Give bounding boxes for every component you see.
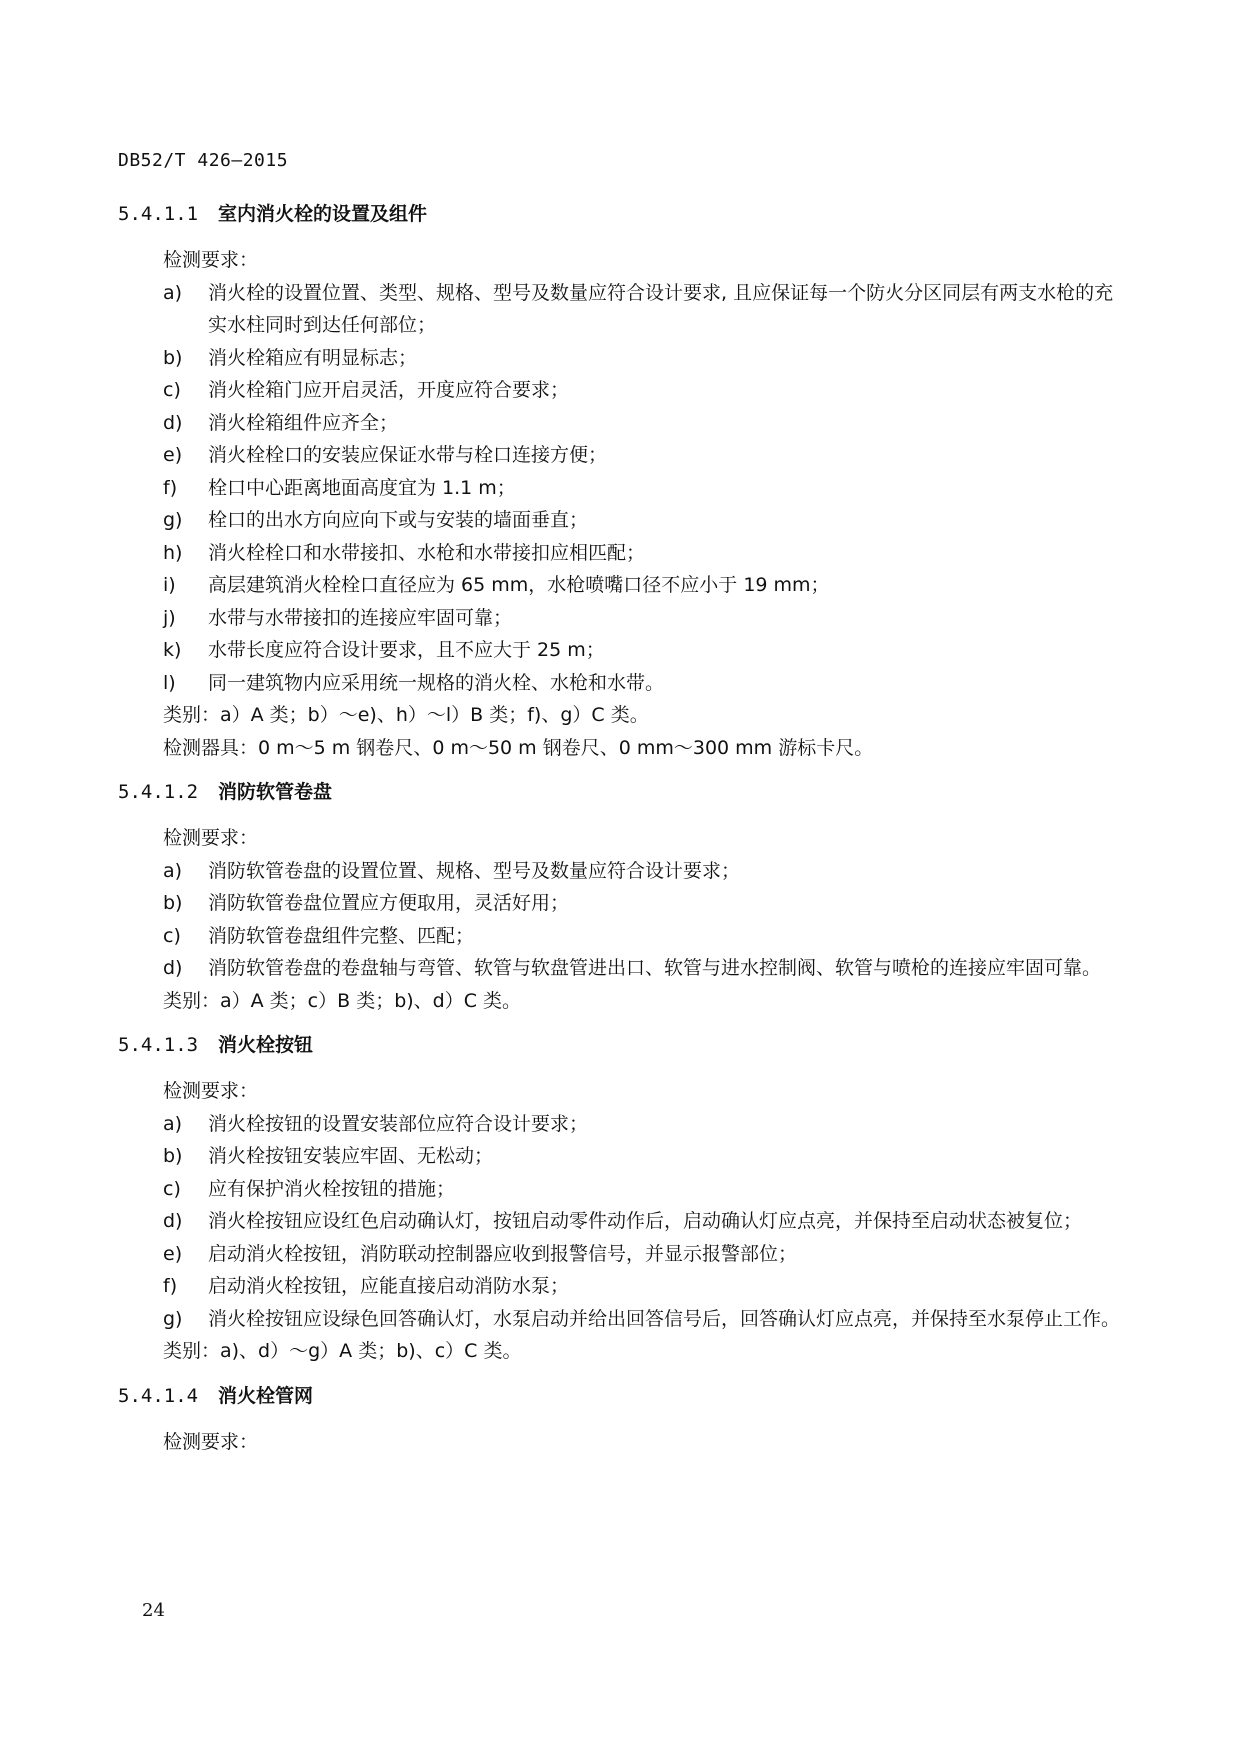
item-text: 消防软管卷盘的卷盘轴与弯管、软管与软盘管进出口、软管与进水控制阀、软管与喷枪的连接应牢固可靠。 [208, 957, 1102, 979]
item-label: i) [163, 574, 176, 596]
list-item [118, 920, 1128, 953]
list-item [118, 537, 1128, 570]
item-text: 消防软管卷盘组件完整、匹配； [208, 924, 475, 947]
section-number: 5.4.1.2 [118, 781, 199, 803]
item-label: g) [163, 509, 183, 531]
item-text: 高层建筑消火栓栓口直径应为 65 mm，水枪喷嘴口径不应小于 19 mm； [208, 574, 830, 596]
item-label: d) [163, 411, 183, 434]
item-text: 消火栓按钮应设红色启动确认灯，按钮启动零件动作后，启动确认灯应点亮，并保持至启动状态被复位； [208, 1210, 1083, 1232]
list-item [118, 374, 1128, 407]
list-item [118, 504, 1128, 537]
list-item [118, 855, 1128, 888]
section-heading [118, 776, 1128, 808]
item-text: 消火栓按钮的设置安装部位应符合设计要求； [208, 1112, 589, 1135]
requirements-intro: 检测要求： [163, 1430, 259, 1453]
item-label: e) [163, 444, 183, 466]
list-item [118, 1270, 1128, 1303]
section-number: 5.4.1.1 [118, 203, 199, 225]
item-text: 同一建筑物内应采用统一规格的消火栓、水枪和水带。 [208, 671, 665, 694]
list-item [118, 1173, 1128, 1206]
page-number: 24 [142, 1600, 165, 1621]
list-item [118, 887, 1128, 920]
item-text: 消火栓箱应有明显标志； [208, 346, 418, 369]
item-label: c) [163, 379, 181, 401]
item-label: f) [163, 1275, 178, 1297]
category-line: 类别：a）A 类；c）B 类；b)、d）C 类。 [163, 989, 522, 1012]
item-label: k) [163, 639, 182, 661]
item-text: 启动消火栓按钮，消防联动控制器应收到报警信号，并显示报警部位； [208, 1242, 798, 1265]
list-item [118, 634, 1128, 667]
document-code: DB52/T 426—2015 [118, 150, 289, 171]
item-text: 消火栓栓口的安装应保证水带与栓口连接方便； [208, 444, 608, 466]
requirements-intro: 检测要求： [163, 249, 259, 271]
list-item [118, 342, 1128, 375]
section-title: 室内消火栓的设置及组件 [218, 203, 428, 225]
document-body [118, 198, 1128, 1458]
requirements-intro: 检测要求： [163, 1080, 259, 1102]
list-item [118, 602, 1128, 635]
section-heading [118, 198, 1128, 230]
item-text: 栓口的出水方向应向下或与安装的墙面垂直； [208, 509, 589, 531]
section-title: 消火栓按钮 [218, 1034, 314, 1056]
item-label: g) [163, 1307, 183, 1330]
item-text: 应有保护消火栓按钮的措施； [208, 1177, 456, 1200]
list-item [118, 439, 1128, 472]
list-item [118, 277, 1128, 342]
item-text: 启动消火栓按钮，应能直接启动消防水泵； [208, 1275, 570, 1297]
section-number: 5.4.1.4 [118, 1384, 199, 1407]
item-text: 消火栓的设置位置、类型、规格、型号及数量应符合设计要求, 且应保证每一个防火分区同层有两支水枪的充实水柱同时到达任何部位； [208, 281, 1114, 336]
item-label: l) [163, 671, 176, 694]
item-label: j) [163, 606, 176, 629]
item-text: 消火栓按钮应设绿色回答确认灯，水泵启动并给出回答信号后，回答确认灯应点亮，并保持至水泵停止工作。 [208, 1307, 1121, 1330]
list-item [118, 1238, 1128, 1271]
list-item [118, 1205, 1128, 1238]
item-label: h) [163, 541, 183, 564]
item-label: d) [163, 1210, 183, 1232]
item-text: 消防软管卷盘的设置位置、规格、型号及数量应符合设计要求； [208, 859, 741, 882]
requirements-intro: 检测要求： [163, 827, 259, 849]
list-item [118, 667, 1128, 700]
list-item [118, 952, 1128, 985]
category-line: 类别：a)、d）～g）A 类；b)、c）C 类。 [163, 1340, 522, 1362]
item-label: b) [163, 346, 183, 369]
list-item [118, 569, 1128, 602]
tools-line: 检测器具：0 m～5 m 钢卷尺、0 m～50 m 钢卷尺、0 mm～300 mm 游标卡尺。 [163, 736, 874, 759]
list-item [118, 1303, 1128, 1336]
item-text: 消火栓按钮安装应牢固、无松动； [208, 1145, 494, 1167]
item-label: d) [163, 957, 183, 979]
item-label: b) [163, 1145, 183, 1167]
item-label: c) [163, 924, 181, 947]
list-item [118, 407, 1128, 440]
item-text: 栓口中心距离地面高度宜为 1.1 m； [208, 476, 516, 499]
item-label: c) [163, 1177, 181, 1200]
item-label: f) [163, 476, 178, 499]
list-item [118, 472, 1128, 505]
item-label: e) [163, 1242, 183, 1265]
list-item [118, 1108, 1128, 1141]
item-label: b) [163, 892, 183, 914]
section-number: 5.4.1.3 [118, 1034, 199, 1056]
item-text: 水带长度应符合设计要求，且不应大于 25 m； [208, 639, 605, 661]
item-text: 消火栓箱门应开启灵活，开度应符合要求； [208, 379, 570, 401]
item-label: a) [163, 1112, 183, 1135]
section-heading [118, 1380, 1128, 1412]
item-text: 消火栓栓口和水带接扣、水枪和水带接扣应相匹配； [208, 541, 646, 564]
item-text: 消火栓箱组件应齐全； [208, 411, 399, 434]
item-text: 消防软管卷盘位置应方便取用，灵活好用； [208, 892, 570, 914]
item-text: 水带与水带接扣的连接应牢固可靠； [208, 606, 513, 629]
section-title: 消防软管卷盘 [218, 781, 333, 803]
item-label: a) [163, 281, 183, 304]
section-title: 消火栓管网 [218, 1384, 314, 1407]
section-heading [118, 1029, 1128, 1061]
category-line: 类别：a）A 类；b）～e)、h）～l）B 类；f)、g）C 类。 [163, 704, 649, 726]
item-label: a) [163, 859, 183, 882]
list-item [118, 1140, 1128, 1173]
